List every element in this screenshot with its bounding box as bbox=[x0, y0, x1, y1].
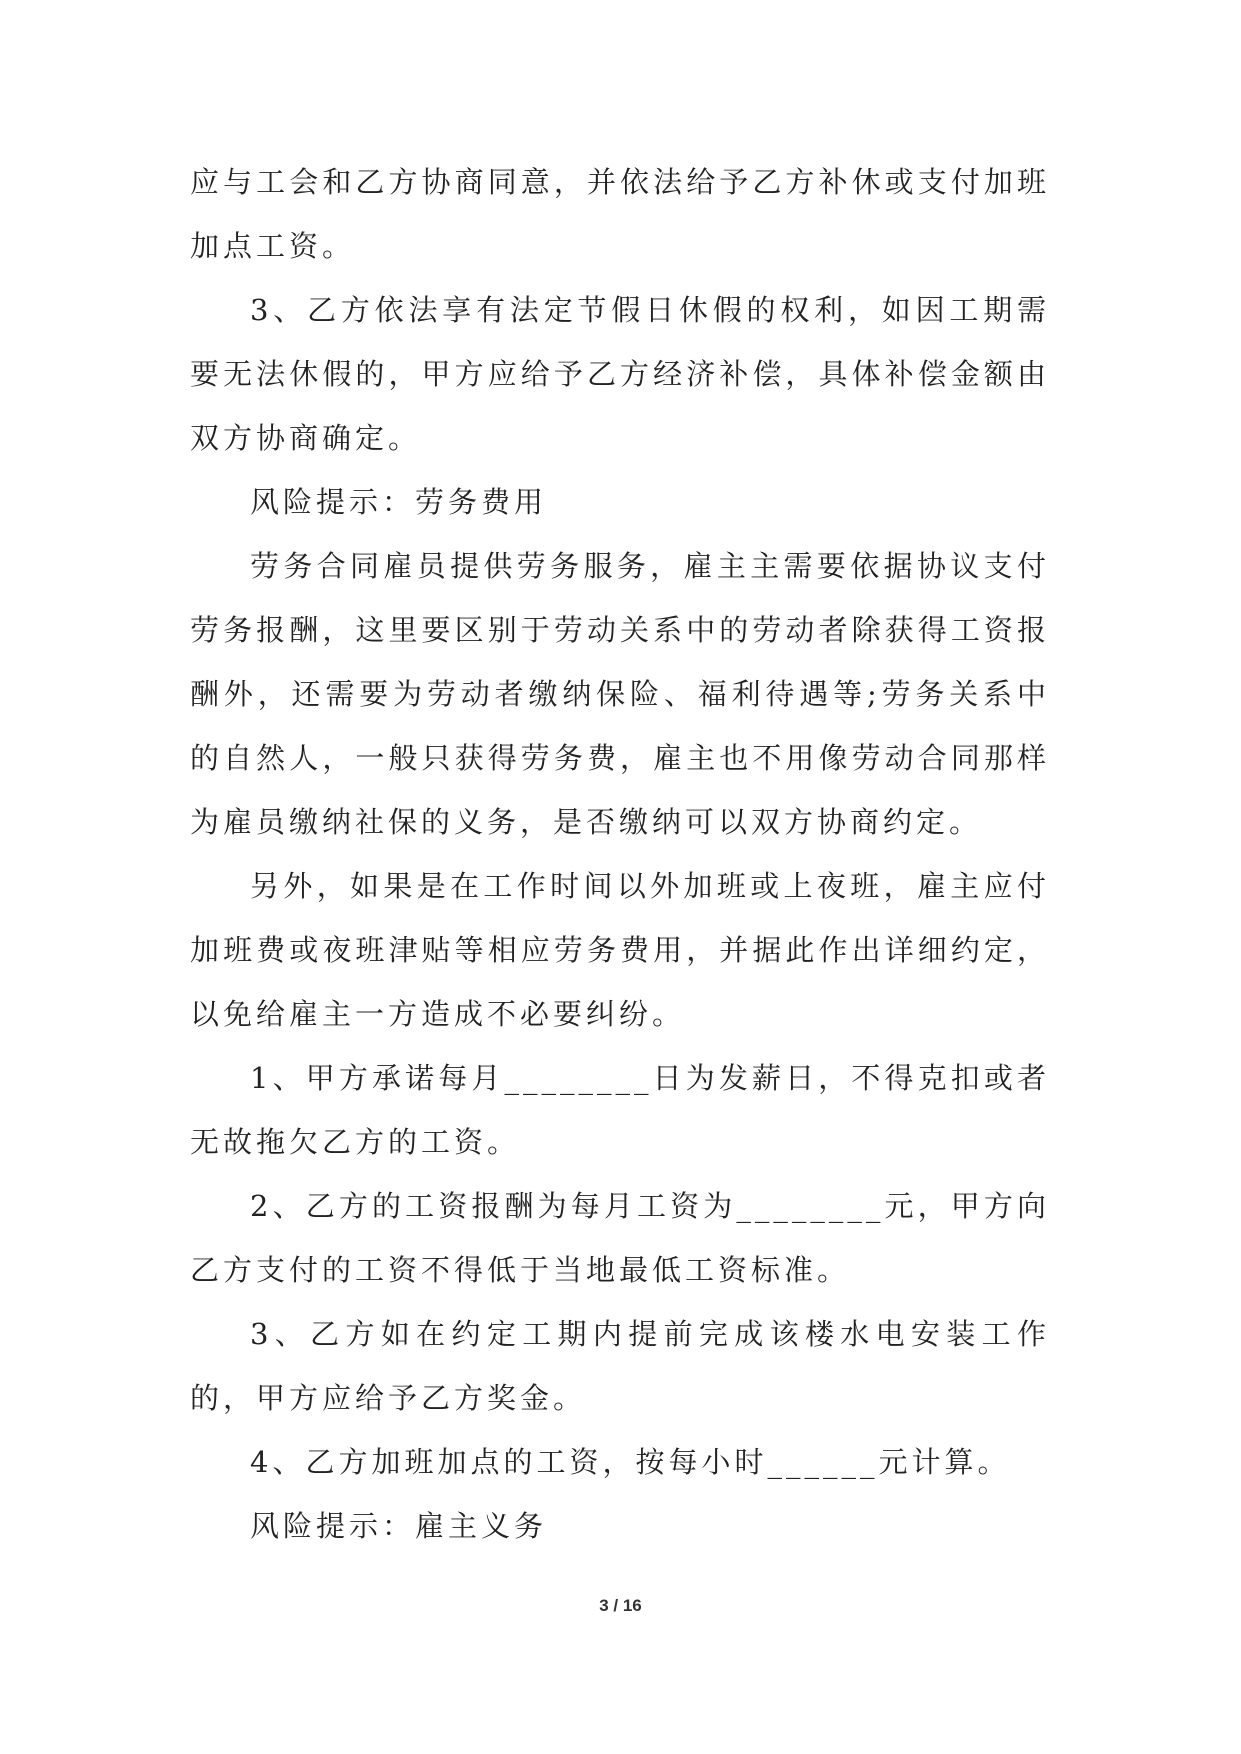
paragraph-labor-remuneration: 劳务合同雇员提供劳务服务，雇主主需要依据协议支付劳务报酬，这里要区别于劳动关系中的劳动者除获得工资报酬外，还需要为劳动者缴纳保险、福利待遇等;劳务关系中的自然人，一般只获得劳务费，雇主也不用像劳动合同那样为雇员缴纳社保的义务，是否缴纳可以双方协商约定。 bbox=[190, 549, 1050, 839]
paragraph-holiday-rights: 3、乙方依法享有法定节假日休假的权利，如因工期需要无法休假的，甲方应给予乙方经济补偿，具体补偿金额由双方协商确定。 bbox=[190, 293, 1050, 455]
paragraph-bonus-clause: 3、乙方如在约定工期内提前完成该楼水电安装工作的，甲方应给予乙方奖金。 bbox=[190, 1317, 1050, 1415]
heading-risk-labor-fees: 风险提示：劳务费用 bbox=[250, 485, 548, 519]
paragraph-payday-clause: 1、甲方承诺每月________日为发薪日，不得克扣或者无故拖欠乙方的工资。 bbox=[190, 1061, 1050, 1159]
heading-risk-employer-duties: 风险提示：雇主义务 bbox=[250, 1509, 548, 1543]
document-body bbox=[190, 150, 1050, 1558]
paragraph-overtime-pay: 应与工会和乙方协商同意，并依法给予乙方补休或支付加班加点工资。 bbox=[190, 165, 1050, 263]
paragraph-night-shift-allowance: 另外，如果是在工作时间以外加班或上夜班，雇主应付加班费或夜班津贴等相应劳务费用，并据此作出详细约定，以免给雇主一方造成不必要纠纷。 bbox=[190, 869, 1050, 1031]
paragraph-monthly-wage-clause: 2、乙方的工资报酬为每月工资为________元，甲方向乙方支付的工资不得低于当地最低工资标准。 bbox=[190, 1189, 1050, 1287]
paragraph-overtime-rate-clause: 4、乙方加班加点的工资，按每小时______元计算。 bbox=[250, 1445, 1011, 1479]
page-number: 3 / 16 bbox=[599, 1596, 642, 1615]
